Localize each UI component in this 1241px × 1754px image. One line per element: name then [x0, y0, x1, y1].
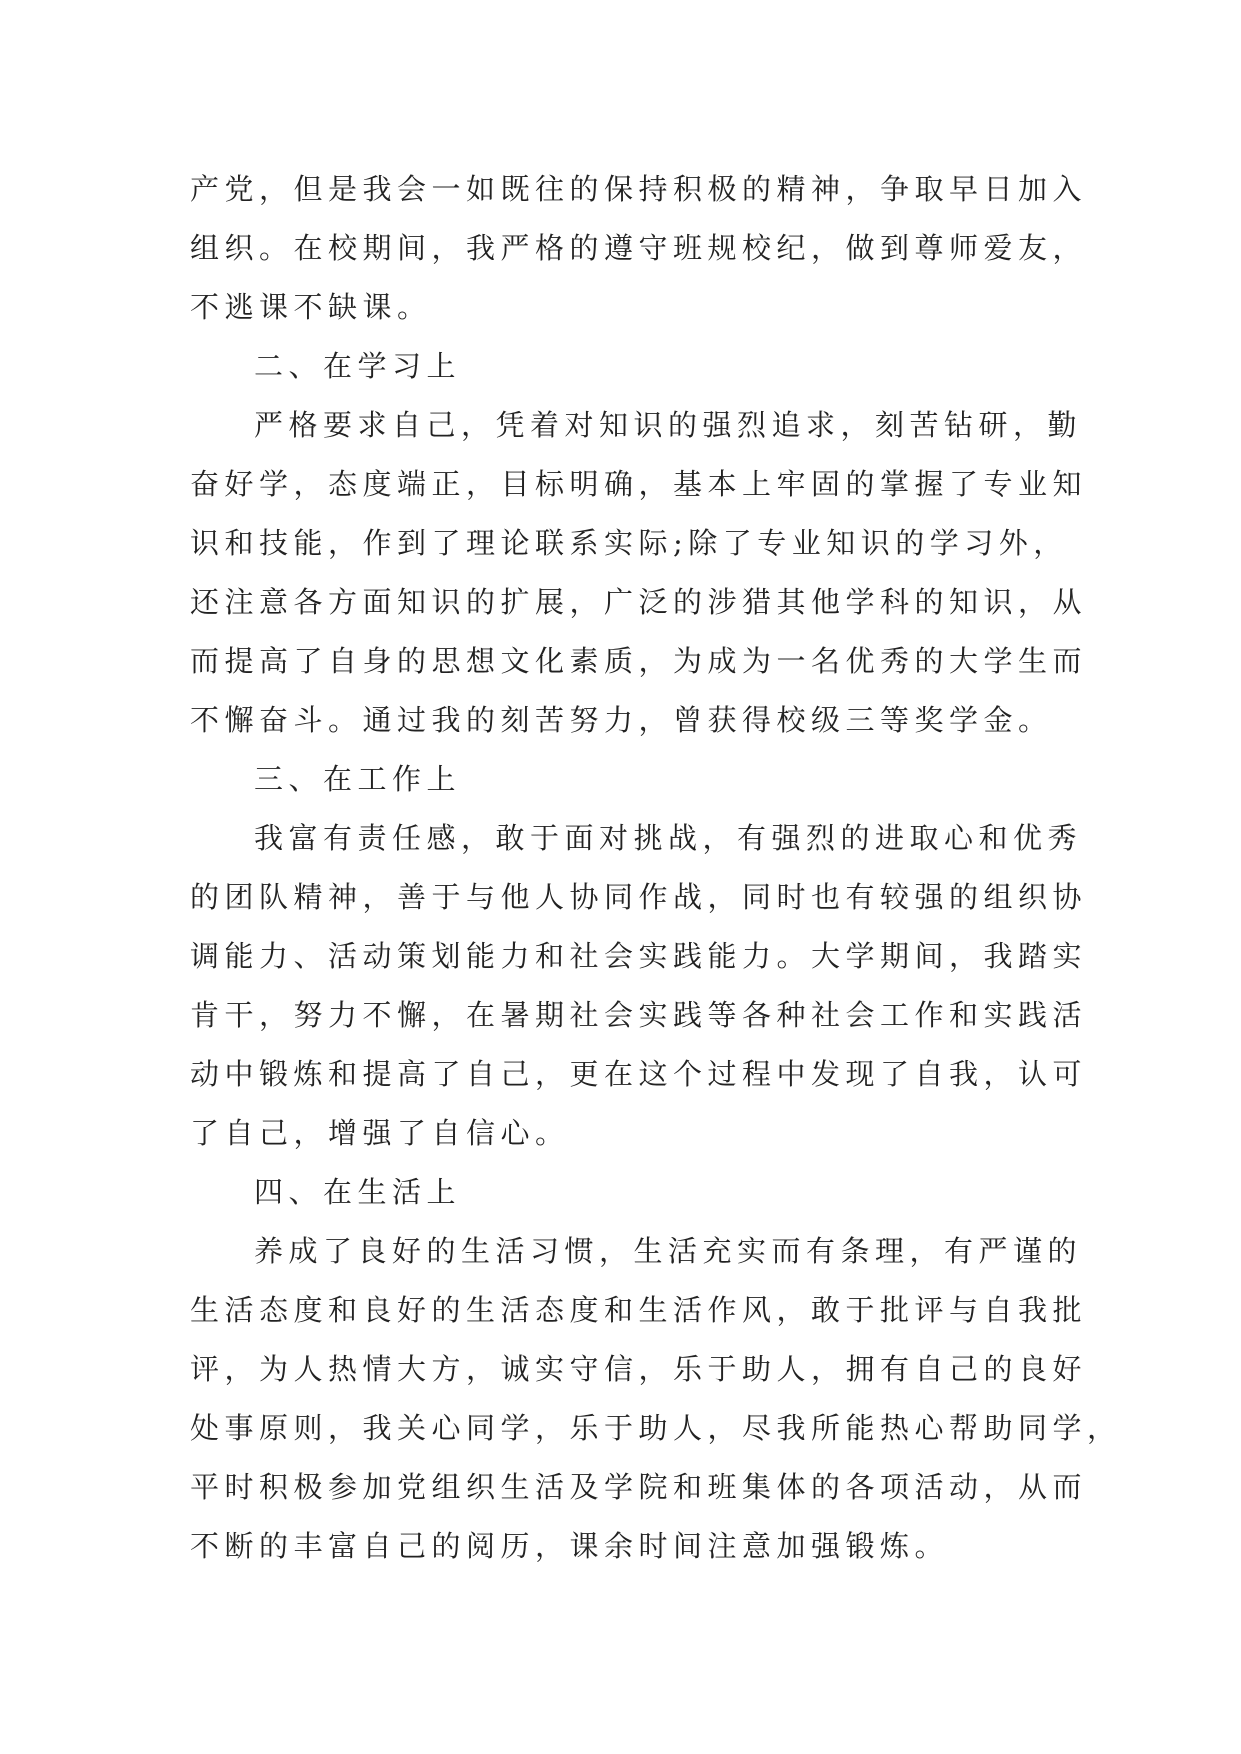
section-heading: 四、在生活上 [254, 1175, 462, 1209]
text-line: 我富有责任感，敢于面对挑战，有强烈的进取心和优秀 [254, 821, 1083, 855]
text-line: 而提高了自身的思想文化素质，为成为一名优秀的大学生而 [190, 644, 1088, 678]
text-line: 产党，但是我会一如既往的保持积极的精神，争取早日加入 [190, 172, 1088, 206]
text-line: 奋好学，态度端正，目标明确，基本上牢固的掌握了专业知 [190, 467, 1088, 501]
text-line: 肯干，努力不懈，在暑期社会实践等各种社会工作和实践活 [190, 998, 1088, 1032]
text-line: 识和技能，作到了理论联系实际;除了专业知识的学习外， [190, 526, 1068, 560]
text-line: 不逃课不缺课。 [190, 290, 432, 324]
text-line: 评，为人热情大方，诚实守信，乐于助人，拥有自己的良好 [190, 1352, 1088, 1386]
text-line: 调能力、活动策划能力和社会实践能力。大学期间，我踏实 [190, 939, 1088, 973]
text-line: 不懈奋斗。通过我的刻苦努力，曾获得校级三等奖学金。 [190, 703, 1053, 737]
text-line: 不断的丰富自己的阅历，课余时间注意加强锻炼。 [190, 1529, 950, 1563]
text-line: 了自己，增强了自信心。 [190, 1116, 570, 1150]
text-line: 组织。在校期间，我严格的遵守班规校纪，做到尊师爱友， [190, 231, 1088, 265]
text-line: 平时积极参加党组织生活及学院和班集体的各项活动，从而 [190, 1470, 1088, 1504]
body-text [190, 160, 1122, 1576]
text-line: 严格要求自己，凭着对知识的强烈追求，刻苦钻研，勤 [254, 408, 1083, 442]
text-line: 养成了良好的生活习惯，生活充实而有条理，有严谨的 [254, 1234, 1083, 1268]
text-line: 还注意各方面知识的扩展，广泛的涉猎其他学科的知识，从 [190, 585, 1088, 619]
section-heading: 二、在学习上 [254, 349, 462, 383]
text-line: 生活态度和良好的生活态度和生活作风，敢于批评与自我批 [190, 1293, 1088, 1327]
text-line: 动中锻炼和提高了自己，更在这个过程中发现了自我，认可 [190, 1057, 1088, 1091]
section-heading: 三、在工作上 [254, 762, 462, 796]
text-line: 的团队精神，善于与他人协同作战，同时也有较强的组织协 [190, 880, 1088, 914]
text-line: 处事原则，我关心同学，乐于助人，尽我所能热心帮助同学， [190, 1411, 1122, 1445]
